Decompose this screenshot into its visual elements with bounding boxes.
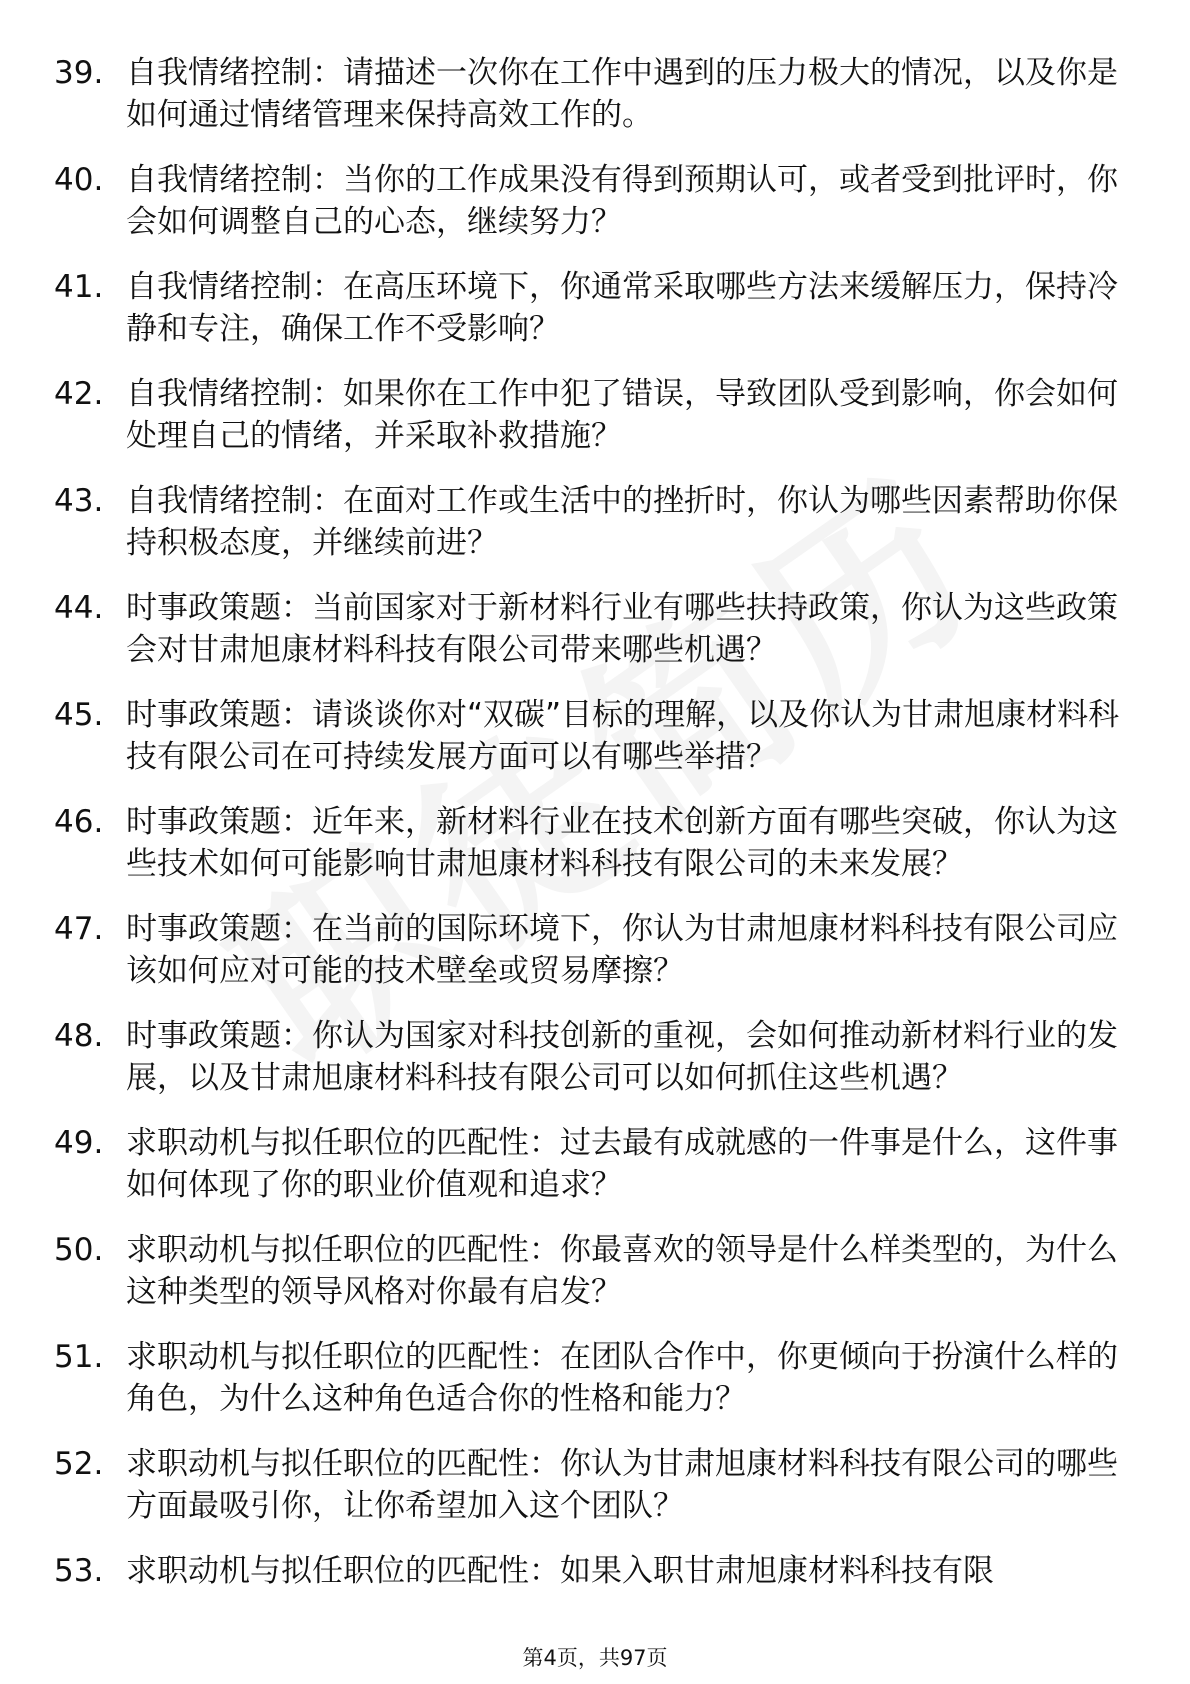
- question-text: 自我情绪控制：在高压环境下，你通常采取哪些方法来缓解压力，保持冷静和专注，确保工作不受影响？: [126, 269, 1118, 347]
- question-number: 47.: [54, 911, 104, 947]
- question-number: 40.: [54, 162, 104, 198]
- question-text: 自我情绪控制：如果你在工作中犯了错误，导致团队受到影响，你会如何处理自己的情绪，并采取补救措施？: [126, 376, 1118, 454]
- question-item-46: [54, 801, 1134, 885]
- question-text: 求职动机与拟任职位的匹配性：过去最有成就感的一件事是什么，这件事如何体现了你的职业价值观和追求？: [126, 1125, 1118, 1203]
- question-text: 求职动机与拟任职位的匹配性：在团队合作中，你更倾向于扮演什么样的角色，为什么这种角色适合你的性格和能力？: [126, 1339, 1118, 1417]
- question-text: 自我情绪控制：在面对工作或生活中的挫折时，你认为哪些因素帮助你保持积极态度，并继续前进？: [126, 483, 1118, 561]
- question-item-43: [54, 480, 1134, 564]
- question-text: 求职动机与拟任职位的匹配性：如果入职甘肃旭康材料科技有限: [126, 1553, 994, 1589]
- question-text: 时事政策题：当前国家对于新材料行业有哪些扶持政策，你认为这些政策会对甘肃旭康材料科技有限公司带来哪些机遇？: [126, 590, 1118, 668]
- question-number: 45.: [54, 697, 104, 733]
- question-number: 39.: [54, 55, 104, 91]
- question-number: 49.: [54, 1125, 104, 1161]
- question-text: 自我情绪控制：请描述一次你在工作中遇到的压力极大的情况，以及你是如何通过情绪管理来保持高效工作的。: [126, 55, 1118, 133]
- question-item-44: [54, 587, 1134, 671]
- question-item-42: [54, 373, 1134, 457]
- question-number: 41.: [54, 269, 104, 305]
- question-text: 求职动机与拟任职位的匹配性：你认为甘肃旭康材料科技有限公司的哪些方面最吸引你，让你希望加入这个团队？: [126, 1446, 1118, 1524]
- question-number: 43.: [54, 483, 104, 519]
- question-text: 时事政策题：近年来，新材料行业在技术创新方面有哪些突破，你认为这些技术如何可能影响甘肃旭康材料科技有限公司的未来发展？: [126, 804, 1118, 882]
- question-number: 44.: [54, 590, 104, 626]
- page-footer: 第4页，共97页: [522, 1646, 668, 1670]
- question-item-48: [54, 1015, 1134, 1099]
- question-item-50: [54, 1229, 1134, 1313]
- question-text: 时事政策题：你认为国家对科技创新的重视，会如何推动新材料行业的发展，以及甘肃旭康材料科技有限公司可以如何抓住这些机遇？: [126, 1018, 1118, 1096]
- question-item-47: [54, 908, 1134, 992]
- question-text: 时事政策题：请谈谈你对“双碳”目标的理解，以及你认为甘肃旭康材料科技有限公司在可持续发展方面可以有哪些举措？: [126, 697, 1120, 775]
- question-item-40: [54, 159, 1134, 243]
- question-text: 求职动机与拟任职位的匹配性：你最喜欢的领导是什么样类型的，为什么这种类型的领导风格对你最有启发？: [126, 1232, 1118, 1310]
- question-item-53: [54, 1550, 1134, 1592]
- question-number: 51.: [54, 1339, 104, 1375]
- question-list: [54, 52, 1134, 1615]
- question-number: 48.: [54, 1018, 104, 1054]
- question-text: 时事政策题：在当前的国际环境下，你认为甘肃旭康材料科技有限公司应该如何应对可能的技术壁垒或贸易摩擦？: [126, 911, 1118, 989]
- question-item-49: [54, 1122, 1134, 1206]
- question-item-39: [54, 52, 1134, 136]
- question-number: 52.: [54, 1446, 104, 1482]
- question-item-51: [54, 1336, 1134, 1420]
- question-item-45: [54, 694, 1134, 778]
- question-number: 50.: [54, 1232, 104, 1268]
- question-item-41: [54, 266, 1134, 350]
- question-number: 46.: [54, 804, 104, 840]
- question-item-52: [54, 1443, 1134, 1527]
- question-number: 42.: [54, 376, 104, 412]
- question-number: 53.: [54, 1553, 104, 1589]
- question-text: 自我情绪控制：当你的工作成果没有得到预期认可，或者受到批评时，你会如何调整自己的心态，继续努力？: [126, 162, 1118, 240]
